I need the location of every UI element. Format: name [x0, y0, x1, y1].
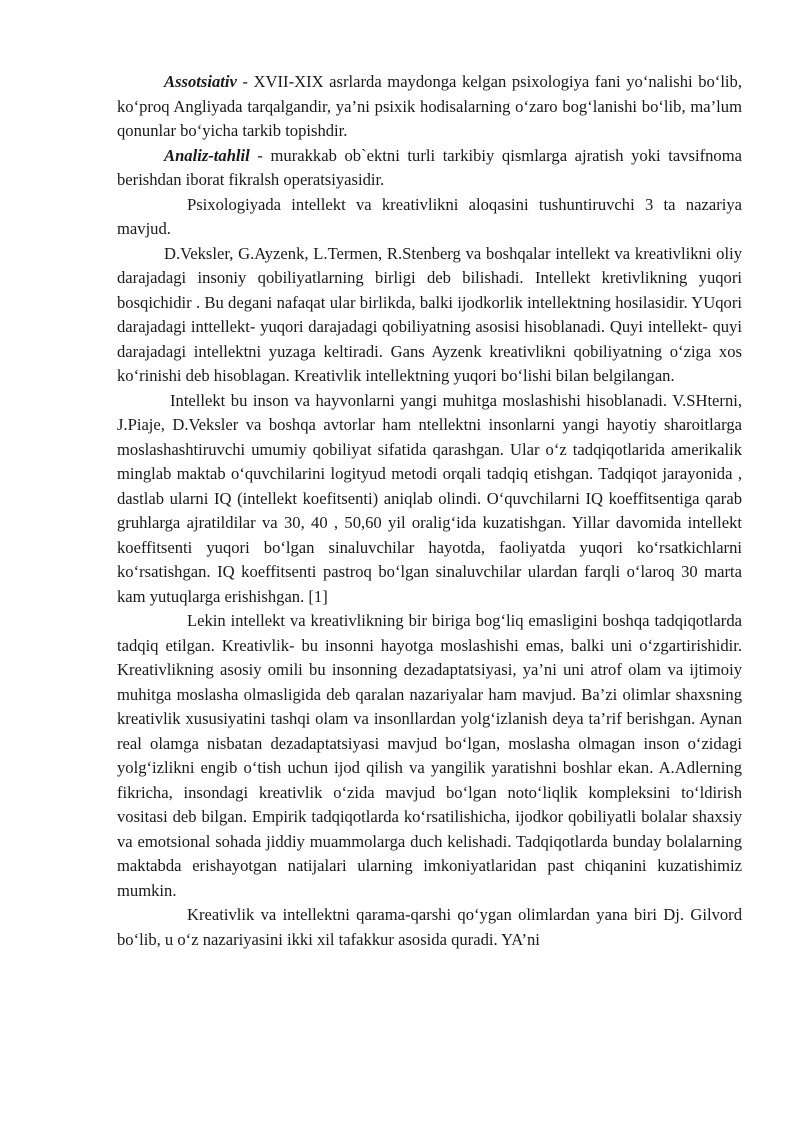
paragraph-guilford: Kreativlik va intellektni qarama-qarshi qo‘ygan olimlardan yana biri Dj. Gilvord bo‘lib, u o‘z nazariyasini ikki xil tafakkur asosida quradi. YA’ni — [117, 905, 742, 949]
paragraph-analiz-tahlil — [117, 144, 742, 193]
term-assotsiativ: Assotsiativ — [164, 72, 237, 91]
paragraph-unity-theory: D.Veksler, G.Ayzenk, L.Termen, R.Stenberg va boshqalar intellekt va kreativlikni oliy darajadagi insoniy qobiliyatlarning birligi deb bilishadi. Intellekt kretivlikning yuqori bosqichidir . Bu degani nafaqat ular birlikda, balki ijodkorlik intellektning hosilasidir. YUqori darajadagi inttellekt- yuqori darajadagi qobiliyatning asosisi hisoblanadi. Quyi intellekt- quyi darajadagi intellektni yuzaga keltiradi. Gans Ayzenk kreativlikni qobiliyatning o‘ziga xos ko‘rinishi deb hisoblagan. Kreativlik intellektning yuqori bo‘lishi bilan belgilangan. — [117, 243, 742, 385]
paragraph-independence-theory: Lekin intellekt va kreativlikning bir biriga bog‘liq emasligini boshqa tadqiqotlarda tadqiq etilgan. Kreativlik- bu insonni hayotga moslashishi emas, balki uni o‘zgartirishidir. Kreativlikning asosiy omili bu insonning dezadaptatsiyasi, ya’ni uni atrof olam va ijtimoiy muhitga moslasha olmasligida deb qaralan nazariyalar ham mavjud. Ba’zi olimlar shaxsning kreativlik xususiyatini tashqi olam va insonllardan yolg‘izlanish deya ta’rif berishgan. Aynan real olamga nisbatan dezadaptatsiyasi mavjud bo‘lgan, moslasha olmagan inson o‘zidagi yolg‘izlikni engib o‘tish uchun ijod qilish va yangilik yaratishni boshlar ekan. A.Adlerning fikricha, insondagi kreativlik o‘zida mavjud bo‘lgan noto‘liqlik kompleksini to‘ldirish vositasi deb bilgan. Empirik tadqiqotlarda ko‘rsatilishicha, ijodkor qobiliyatli bolalar shaxsiy va emotsional sohada jiddiy muammolarga duch kelishadi. Tadqiqotlarda bunday bolalarning maktabda erishayotgan natijalari ularning imkoniyatlaridan past chiqanini kuzatishimiz mumkin. — [117, 611, 742, 900]
term-analiz-tahlil: Analiz-tahlil — [164, 145, 250, 165]
definition-assotsiativ: - XVII-XIX asrlarda maydonga kelgan psixologiya fani yo‘nalishi bo‘lib, ko‘proq Angliyada tarqalgandir, ya’ni psixik hodisalarning o‘zaro bog‘lanishi bo‘lib, ma’lum qonunlar bo‘yicha tarkib topishdir. — [117, 72, 742, 140]
document-page — [117, 70, 742, 952]
definition-analiz-tahlil: - murakkab ob`ektni turli tarkibiy qismlarga ajratish yoki tavsifnoma berishdan iborat fikralsh operatsiyasidir. — [117, 145, 742, 189]
paragraph-theories-intro: Psixologiyada intellekt va kreativlikni aloqasini tushuntiruvchi 3 ta nazariya mavjud. — [117, 194, 742, 238]
paragraph-assotsiativ — [117, 70, 742, 144]
paragraph-intellect-adaptation: Intellekt bu inson va hayvonlarni yangi muhitga moslashishi hisoblanadi. V.SHterni, J.Piaje, D.Veksler va boshqa avtorlar ham ntellektni insonlarni yangi hayotiy sharoitlarga moslashashtiruvchi umumiy qobiliyat sifatida qarashgan. Ular o‘z tadqiqotlarida amerikalik minglab maktab o‘quvchilarini logityud metodi orqali tadqiq etishgan. Tadqiqot jarayonida , dastlab ularni IQ (intellekt koefitsenti) aniqlab olindi. O‘quvchilarni IQ koeffitsentiga qarab gruhlarga ajratildilar va 30, 40 , 50,60 yil oralig‘ida kuzatishgan. Yillar davomida intellekt koeffitsenti yuqori bo‘lgan sinaluvchilar hayotda, faoliyatda yuqori ko‘rsatkichlarni ko‘rsatishgan. IQ koeffitsenti pastroq bo‘lgan sinaluvchilar ulardan farqli o‘laroq 30 marta kam yutuqlarga erishishgan. [1] — [117, 390, 742, 606]
